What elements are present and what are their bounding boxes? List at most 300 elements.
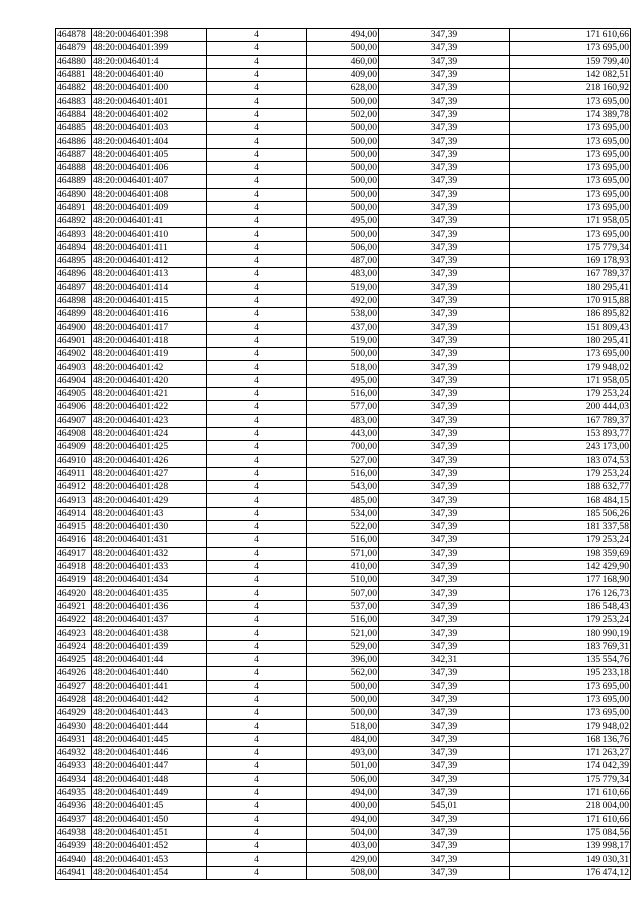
- row-number-cell: 464919: [56, 574, 92, 587]
- rate-cell: 347,39: [379, 441, 510, 454]
- rate-cell: 347,39: [379, 55, 510, 68]
- row-number-cell: 464939: [56, 840, 92, 853]
- value-cell: 169 178,93: [510, 255, 631, 268]
- class-cell: 4: [207, 733, 307, 746]
- area-cell: 518,00: [307, 720, 379, 733]
- area-cell: 437,00: [307, 321, 379, 334]
- table-row: [56, 201, 631, 214]
- table-row: [56, 148, 631, 161]
- row-number-cell: 464895: [56, 255, 92, 268]
- row-number-cell: 464916: [56, 534, 92, 547]
- value-cell: 171 610,66: [510, 813, 631, 826]
- rate-cell: 347,39: [379, 840, 510, 853]
- rate-cell: 347,39: [379, 321, 510, 334]
- area-cell: 500,00: [307, 201, 379, 214]
- area-cell: 494,00: [307, 786, 379, 799]
- row-number-cell: 464902: [56, 348, 92, 361]
- rate-cell: 347,39: [379, 587, 510, 600]
- value-cell: 171 263,27: [510, 747, 631, 760]
- value-cell: 186 548,43: [510, 600, 631, 613]
- rate-cell: 347,39: [379, 494, 510, 507]
- rate-cell: 347,39: [379, 760, 510, 773]
- row-number-cell: 464906: [56, 401, 92, 414]
- class-cell: 4: [207, 481, 307, 494]
- row-number-cell: 464927: [56, 680, 92, 693]
- value-cell: 185 506,26: [510, 507, 631, 520]
- cadastral-number-cell: 48:20:0046401:404: [92, 135, 207, 148]
- cadastral-number-cell: 48:20:0046401:435: [92, 587, 207, 600]
- area-cell: 460,00: [307, 55, 379, 68]
- area-cell: 502,00: [307, 108, 379, 121]
- cadastral-number-cell: 48:20:0046401:405: [92, 148, 207, 161]
- row-number-cell: 464905: [56, 388, 92, 401]
- row-number-cell: 464900: [56, 321, 92, 334]
- class-cell: 4: [207, 800, 307, 813]
- table-row: [56, 826, 631, 839]
- class-cell: 4: [207, 507, 307, 520]
- rate-cell: 347,39: [379, 255, 510, 268]
- value-cell: 173 695,00: [510, 161, 631, 174]
- class-cell: 4: [207, 374, 307, 387]
- row-number-cell: 464903: [56, 361, 92, 374]
- value-cell: 179 253,24: [510, 467, 631, 480]
- rate-cell: 347,39: [379, 507, 510, 520]
- rate-cell: 347,39: [379, 388, 510, 401]
- value-cell: 173 695,00: [510, 348, 631, 361]
- class-cell: 4: [207, 773, 307, 786]
- area-cell: 506,00: [307, 241, 379, 254]
- class-cell: 4: [207, 600, 307, 613]
- class-cell: 4: [207, 228, 307, 241]
- row-number-cell: 464925: [56, 653, 92, 666]
- row-number-cell: 464885: [56, 122, 92, 135]
- row-number-cell: 464931: [56, 733, 92, 746]
- value-cell: 173 695,00: [510, 135, 631, 148]
- table-row: [56, 268, 631, 281]
- table-row: [56, 294, 631, 307]
- area-cell: 500,00: [307, 175, 379, 188]
- rate-cell: 347,39: [379, 574, 510, 587]
- cadastral-number-cell: 48:20:0046401:401: [92, 95, 207, 108]
- value-cell: 149 030,31: [510, 853, 631, 866]
- rate-cell: 347,39: [379, 308, 510, 321]
- area-cell: 500,00: [307, 135, 379, 148]
- area-cell: 516,00: [307, 388, 379, 401]
- area-cell: 500,00: [307, 707, 379, 720]
- rate-cell: 347,39: [379, 680, 510, 693]
- area-cell: 494,00: [307, 29, 379, 42]
- value-cell: 177 168,90: [510, 574, 631, 587]
- rate-cell: 347,39: [379, 693, 510, 706]
- rate-cell: 347,39: [379, 108, 510, 121]
- cadastral-number-cell: 48:20:0046401:409: [92, 201, 207, 214]
- value-cell: 173 695,00: [510, 122, 631, 135]
- class-cell: 4: [207, 55, 307, 68]
- table-row: [56, 467, 631, 480]
- class-cell: 4: [207, 627, 307, 640]
- area-cell: 571,00: [307, 547, 379, 560]
- area-cell: 508,00: [307, 866, 379, 879]
- class-cell: 4: [207, 348, 307, 361]
- value-cell: 167 789,37: [510, 414, 631, 427]
- cadastral-number-cell: 48:20:0046401:421: [92, 388, 207, 401]
- table-row: [56, 175, 631, 188]
- class-cell: 4: [207, 520, 307, 533]
- value-cell: 175 779,34: [510, 773, 631, 786]
- area-cell: 485,00: [307, 494, 379, 507]
- value-cell: 173 695,00: [510, 680, 631, 693]
- cadastral-number-cell: 48:20:0046401:415: [92, 294, 207, 307]
- class-cell: 4: [207, 122, 307, 135]
- row-number-cell: 464890: [56, 188, 92, 201]
- cadastral-number-cell: 48:20:0046401:440: [92, 667, 207, 680]
- class-cell: 4: [207, 640, 307, 653]
- row-number-cell: 464899: [56, 308, 92, 321]
- cadastral-value-table: [55, 28, 631, 880]
- cadastral-number-cell: 48:20:0046401:407: [92, 175, 207, 188]
- class-cell: 4: [207, 667, 307, 680]
- area-cell: 501,00: [307, 760, 379, 773]
- class-cell: 4: [207, 82, 307, 95]
- rate-cell: 347,39: [379, 82, 510, 95]
- cadastral-number-cell: 48:20:0046401:403: [92, 122, 207, 135]
- table-row: [56, 95, 631, 108]
- table-row: [56, 547, 631, 560]
- table-row: [56, 707, 631, 720]
- row-number-cell: 464911: [56, 467, 92, 480]
- rate-cell: 545,01: [379, 800, 510, 813]
- area-cell: 500,00: [307, 161, 379, 174]
- class-cell: 4: [207, 201, 307, 214]
- cadastral-number-cell: 48:20:0046401:448: [92, 773, 207, 786]
- class-cell: 4: [207, 747, 307, 760]
- rate-cell: 347,39: [379, 747, 510, 760]
- area-cell: 500,00: [307, 95, 379, 108]
- area-cell: 500,00: [307, 228, 379, 241]
- class-cell: 4: [207, 587, 307, 600]
- table-row: [56, 534, 631, 547]
- class-cell: 4: [207, 653, 307, 666]
- rate-cell: 347,39: [379, 281, 510, 294]
- rate-cell: 347,39: [379, 427, 510, 440]
- rate-cell: 347,39: [379, 853, 510, 866]
- area-cell: 516,00: [307, 614, 379, 627]
- row-number-cell: 464920: [56, 587, 92, 600]
- value-cell: 135 554,76: [510, 653, 631, 666]
- class-cell: 4: [207, 308, 307, 321]
- rate-cell: 347,39: [379, 175, 510, 188]
- rate-cell: 347,39: [379, 600, 510, 613]
- table-row: [56, 640, 631, 653]
- table-row: [56, 494, 631, 507]
- cadastral-number-cell: 48:20:0046401:402: [92, 108, 207, 121]
- row-number-cell: 464914: [56, 507, 92, 520]
- cadastral-number-cell: 48:20:0046401:424: [92, 427, 207, 440]
- cadastral-number-cell: 48:20:0046401:441: [92, 680, 207, 693]
- area-cell: 506,00: [307, 773, 379, 786]
- rate-cell: 347,39: [379, 720, 510, 733]
- area-cell: 522,00: [307, 520, 379, 533]
- area-cell: 527,00: [307, 454, 379, 467]
- table-row: [56, 361, 631, 374]
- class-cell: 4: [207, 760, 307, 773]
- class-cell: 4: [207, 135, 307, 148]
- class-cell: 4: [207, 786, 307, 799]
- rate-cell: 347,39: [379, 122, 510, 135]
- table-row: [56, 653, 631, 666]
- table-row: [56, 122, 631, 135]
- cadastral-number-cell: 48:20:0046401:42: [92, 361, 207, 374]
- area-cell: 700,00: [307, 441, 379, 454]
- cadastral-number-cell: 48:20:0046401:437: [92, 614, 207, 627]
- class-cell: 4: [207, 148, 307, 161]
- area-cell: 492,00: [307, 294, 379, 307]
- table-row: [56, 68, 631, 81]
- class-cell: 4: [207, 241, 307, 254]
- table-row: [56, 348, 631, 361]
- table-row: [56, 228, 631, 241]
- rate-cell: 347,39: [379, 481, 510, 494]
- row-number-cell: 464897: [56, 281, 92, 294]
- row-number-cell: 464891: [56, 201, 92, 214]
- row-number-cell: 464938: [56, 826, 92, 839]
- table-row: [56, 241, 631, 254]
- value-cell: 153 893,77: [510, 427, 631, 440]
- rate-cell: 347,39: [379, 241, 510, 254]
- cadastral-number-cell: 48:20:0046401:444: [92, 720, 207, 733]
- row-number-cell: 464937: [56, 813, 92, 826]
- class-cell: 4: [207, 840, 307, 853]
- class-cell: 4: [207, 853, 307, 866]
- row-number-cell: 464932: [56, 747, 92, 760]
- row-number-cell: 464918: [56, 560, 92, 573]
- area-cell: 495,00: [307, 215, 379, 228]
- cadastral-number-cell: 48:20:0046401:431: [92, 534, 207, 547]
- row-number-cell: 464941: [56, 866, 92, 879]
- table-row: [56, 401, 631, 414]
- cadastral-number-cell: 48:20:0046401:454: [92, 866, 207, 879]
- row-number-cell: 464908: [56, 427, 92, 440]
- table-row: [56, 308, 631, 321]
- value-cell: 181 337,58: [510, 520, 631, 533]
- value-cell: 186 895,82: [510, 308, 631, 321]
- rate-cell: 347,39: [379, 560, 510, 573]
- value-cell: 179 948,02: [510, 720, 631, 733]
- cadastral-number-cell: 48:20:0046401:443: [92, 707, 207, 720]
- rate-cell: 347,39: [379, 627, 510, 640]
- cadastral-number-cell: 48:20:0046401:414: [92, 281, 207, 294]
- cadastral-number-cell: 48:20:0046401:427: [92, 467, 207, 480]
- table-row: [56, 334, 631, 347]
- rate-cell: 347,39: [379, 667, 510, 680]
- area-cell: 519,00: [307, 281, 379, 294]
- rate-cell: 347,39: [379, 813, 510, 826]
- area-cell: 429,00: [307, 853, 379, 866]
- row-number-cell: 464893: [56, 228, 92, 241]
- table-row: [56, 667, 631, 680]
- value-cell: 171 610,66: [510, 29, 631, 42]
- value-cell: 174 042,39: [510, 760, 631, 773]
- table-row: [56, 747, 631, 760]
- class-cell: 4: [207, 614, 307, 627]
- table-row: [56, 773, 631, 786]
- row-number-cell: 464912: [56, 481, 92, 494]
- rate-cell: 347,39: [379, 786, 510, 799]
- cadastral-number-cell: 48:20:0046401:406: [92, 161, 207, 174]
- area-cell: 494,00: [307, 813, 379, 826]
- table-row: [56, 520, 631, 533]
- class-cell: 4: [207, 813, 307, 826]
- cadastral-number-cell: 48:20:0046401:442: [92, 693, 207, 706]
- value-cell: 173 695,00: [510, 188, 631, 201]
- row-number-cell: 464935: [56, 786, 92, 799]
- rate-cell: 347,39: [379, 294, 510, 307]
- area-cell: 507,00: [307, 587, 379, 600]
- value-cell: 183 074,53: [510, 454, 631, 467]
- class-cell: 4: [207, 321, 307, 334]
- value-cell: 173 695,00: [510, 42, 631, 55]
- cadastral-number-cell: 48:20:0046401:430: [92, 520, 207, 533]
- value-cell: 159 799,40: [510, 55, 631, 68]
- class-cell: 4: [207, 866, 307, 879]
- table-row: [56, 574, 631, 587]
- row-number-cell: 464879: [56, 42, 92, 55]
- table-row: [56, 427, 631, 440]
- class-cell: 4: [207, 334, 307, 347]
- row-number-cell: 464886: [56, 135, 92, 148]
- class-cell: 4: [207, 693, 307, 706]
- rate-cell: 347,39: [379, 161, 510, 174]
- table-row: [56, 255, 631, 268]
- rate-cell: 347,39: [379, 29, 510, 42]
- row-number-cell: 464913: [56, 494, 92, 507]
- table-row: [56, 135, 631, 148]
- area-cell: 493,00: [307, 747, 379, 760]
- rate-cell: 347,39: [379, 68, 510, 81]
- cadastral-number-cell: 48:20:0046401:398: [92, 29, 207, 42]
- row-number-cell: 464901: [56, 334, 92, 347]
- cadastral-number-cell: 48:20:0046401:445: [92, 733, 207, 746]
- row-number-cell: 464896: [56, 268, 92, 281]
- row-number-cell: 464915: [56, 520, 92, 533]
- row-number-cell: 464917: [56, 547, 92, 560]
- area-cell: 628,00: [307, 82, 379, 95]
- class-cell: 4: [207, 161, 307, 174]
- row-number-cell: 464930: [56, 720, 92, 733]
- cadastral-number-cell: 48:20:0046401:429: [92, 494, 207, 507]
- area-cell: 543,00: [307, 481, 379, 494]
- value-cell: 139 998,17: [510, 840, 631, 853]
- table-row: [56, 600, 631, 613]
- area-cell: 521,00: [307, 627, 379, 640]
- table-row: [56, 560, 631, 573]
- class-cell: 4: [207, 361, 307, 374]
- value-cell: 173 695,00: [510, 201, 631, 214]
- value-cell: 142 082,51: [510, 68, 631, 81]
- cadastral-number-cell: 48:20:0046401:425: [92, 441, 207, 454]
- rate-cell: 347,39: [379, 188, 510, 201]
- cadastral-number-cell: 48:20:0046401:426: [92, 454, 207, 467]
- cadastral-number-cell: 48:20:0046401:43: [92, 507, 207, 520]
- rate-cell: 347,39: [379, 454, 510, 467]
- row-number-cell: 464933: [56, 760, 92, 773]
- area-cell: 396,00: [307, 653, 379, 666]
- cadastral-number-cell: 48:20:0046401:451: [92, 826, 207, 839]
- cadastral-number-cell: 48:20:0046401:428: [92, 481, 207, 494]
- row-number-cell: 464888: [56, 161, 92, 174]
- rate-cell: 347,39: [379, 228, 510, 241]
- value-cell: 174 389,78: [510, 108, 631, 121]
- rate-cell: 347,39: [379, 268, 510, 281]
- value-cell: 167 789,37: [510, 268, 631, 281]
- value-cell: 173 695,00: [510, 95, 631, 108]
- class-cell: 4: [207, 255, 307, 268]
- class-cell: 4: [207, 574, 307, 587]
- area-cell: 410,00: [307, 560, 379, 573]
- table-row: [56, 481, 631, 494]
- class-cell: 4: [207, 441, 307, 454]
- cadastral-number-cell: 48:20:0046401:400: [92, 82, 207, 95]
- class-cell: 4: [207, 680, 307, 693]
- value-cell: 179 253,24: [510, 534, 631, 547]
- table-row: [56, 374, 631, 387]
- table-row: [56, 614, 631, 627]
- table-row: [56, 82, 631, 95]
- class-cell: 4: [207, 720, 307, 733]
- cadastral-number-cell: 48:20:0046401:452: [92, 840, 207, 853]
- area-cell: 500,00: [307, 148, 379, 161]
- value-cell: 151 809,43: [510, 321, 631, 334]
- table-row: [56, 388, 631, 401]
- value-cell: 176 474,12: [510, 866, 631, 879]
- rate-cell: 347,39: [379, 348, 510, 361]
- class-cell: 4: [207, 427, 307, 440]
- cadastral-number-cell: 48:20:0046401:453: [92, 853, 207, 866]
- cadastral-number-cell: 48:20:0046401:399: [92, 42, 207, 55]
- area-cell: 483,00: [307, 414, 379, 427]
- cadastral-number-cell: 48:20:0046401:450: [92, 813, 207, 826]
- rate-cell: 347,39: [379, 414, 510, 427]
- row-number-cell: 464878: [56, 29, 92, 42]
- area-cell: 562,00: [307, 667, 379, 680]
- table-row: [56, 441, 631, 454]
- row-number-cell: 464928: [56, 693, 92, 706]
- table-row: [56, 188, 631, 201]
- row-number-cell: 464889: [56, 175, 92, 188]
- table-row: [56, 215, 631, 228]
- cadastral-number-cell: 48:20:0046401:420: [92, 374, 207, 387]
- row-number-cell: 464892: [56, 215, 92, 228]
- table-row: [56, 786, 631, 799]
- rate-cell: 347,39: [379, 148, 510, 161]
- cadastral-number-cell: 48:20:0046401:44: [92, 653, 207, 666]
- class-cell: 4: [207, 281, 307, 294]
- table-row: [56, 42, 631, 55]
- area-cell: 500,00: [307, 122, 379, 135]
- class-cell: 4: [207, 68, 307, 81]
- class-cell: 4: [207, 268, 307, 281]
- value-cell: 179 948,02: [510, 361, 631, 374]
- value-cell: 170 915,88: [510, 294, 631, 307]
- rate-cell: 347,39: [379, 42, 510, 55]
- value-cell: 180 295,41: [510, 334, 631, 347]
- table-row: [56, 800, 631, 813]
- class-cell: 4: [207, 414, 307, 427]
- value-cell: 173 695,00: [510, 228, 631, 241]
- rate-cell: 347,39: [379, 614, 510, 627]
- table-row: [56, 55, 631, 68]
- row-number-cell: 464922: [56, 614, 92, 627]
